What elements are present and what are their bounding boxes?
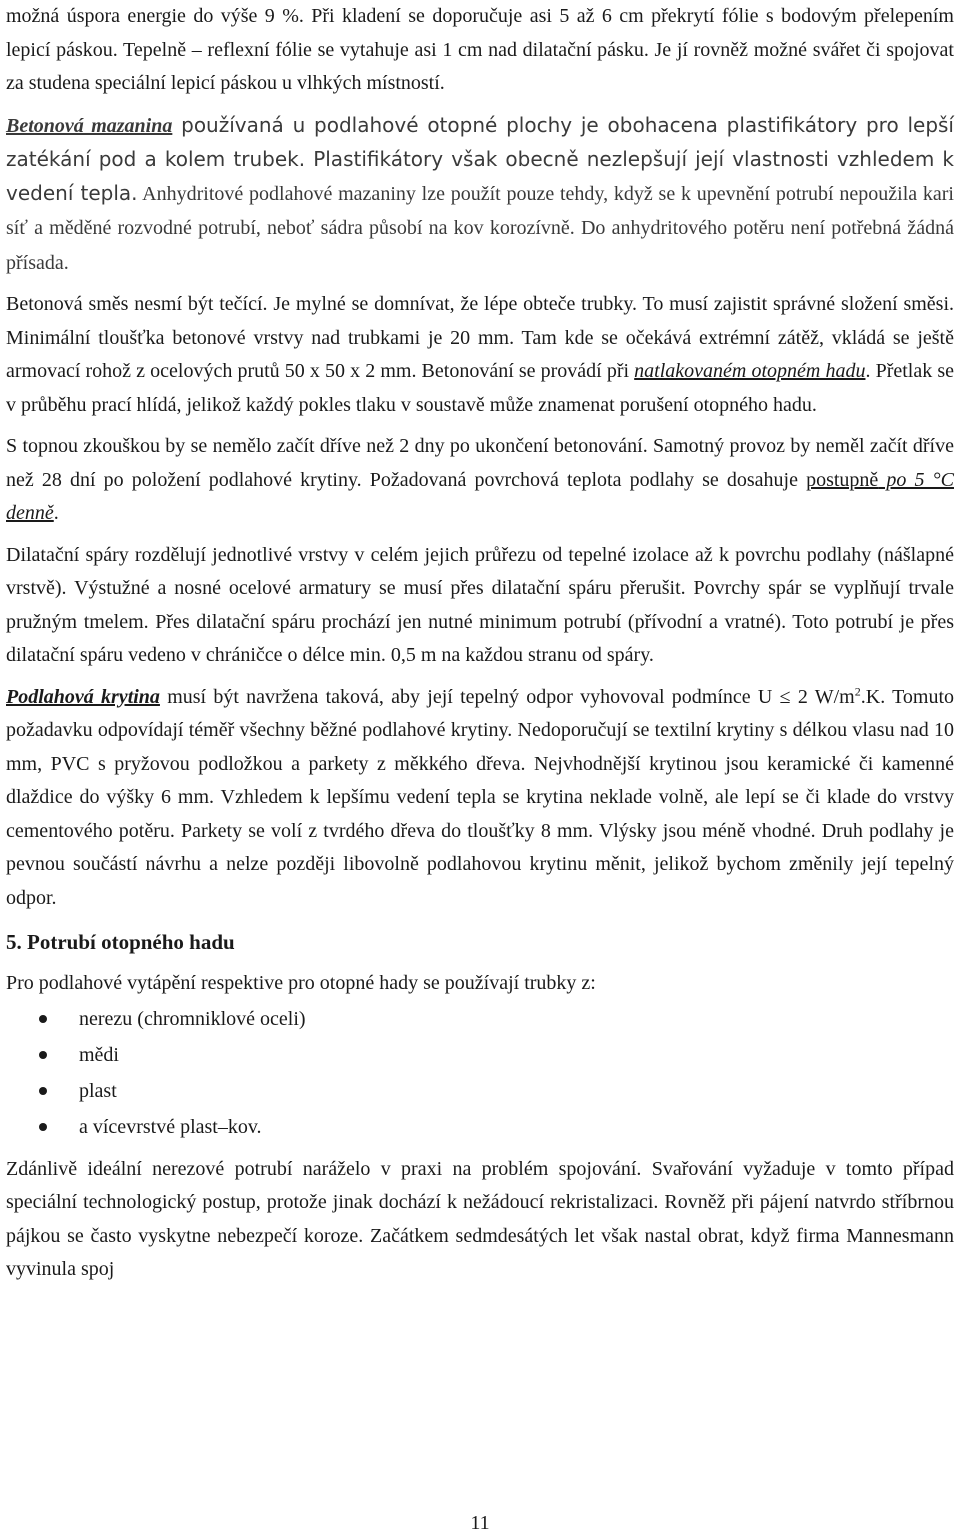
list-item: mědi (6, 1037, 954, 1073)
paragraph-concrete-mix-text-c: . Přetlak se v průběhu prací hlídá, jelikož každý pokles tlaku v soustavě může znamenat porušení otopného hadu. (6, 360, 954, 416)
paragraph-expansion-joints: Dilatační spáry rozdělují jednotlivé vrstvy v celém jejich průřezu od tepelné izolace až k povrchu podlahy (nášlapné vrstvě). Výstužné a nosné ocelové armatury se musí přes dilatační spáru přerušit. Povrchy spár se vyplňují trvale pružným tmelem. Přes dilatační spáru prochází jen nutné minimum potrubí (přívodní a vratné). Toto potrubí je přes dilatační spáru vedeno v chráničce o délce min. 0,5 m na každou stranu od spáry. (6, 543, 954, 666)
paragraph-heating-test (6, 430, 954, 531)
paragraph-concrete-mix-text-b: Je mylné se domnívat, že lépe obteče trubky. To musí zajistit správné složení směsi. Minimální tloušťka betonové vrstvy nad trubkami je 20 mm. Tam kde se očekává extrémní zátěž, vkládá se ještě armovací rohož z ocelových prutů 50 x 50 x 2 mm. Betonování se provádí při (6, 293, 955, 382)
list-item: a vícevrstvé plast–kov. (6, 1109, 954, 1145)
paragraph-concrete-screed-text-a: používaná u podlahové otopné plochy je obohacena plastifikátory pro lepší zatékání pod a kolem trubek. Plastifikátory však obecně nezlepšují její vlastnosti vzhledem k vedení tepla. (6, 112, 954, 205)
list-item: plast (6, 1073, 954, 1109)
paragraph-heating-test-text-b: . (53, 502, 59, 524)
underlined-gradually: postupně (806, 468, 879, 491)
paragraph-floor-covering-text-b: .K. Tomuto požadavku odpovídají téměř všechny běžné podlahové krytiny. Nedoporučují se textilní krytiny s délkou vlasu nad 10 mm, PVC s pryžovou podložkou a parkety z měkkého dřeva. Nejvhodnější krytinou jsou keramické či kamenné dlaždice do výšky 6 mm. Vzhledem k lepšímu vedení tepla se krytina neklade volně, ale lepí se či klade do vrstvy cementového potěru. Parkety se volí z tvrdého dřeva do tloušťky 8 mm. Vlýsky jsou méně vhodné. Druh podlahy je pevnou součástí návrhu a nelze později libovolně podlahovou krytinu měnit, jelikož bychom změnily její tepelný odpor. (6, 685, 955, 909)
section-heading: 5. Potrubí otopného hadu (6, 930, 235, 954)
bullet-icon (39, 1051, 47, 1059)
paragraph-floor-covering (6, 681, 954, 916)
term-betonova-mazanina: Betonová mazanina (6, 114, 173, 137)
paragraph-heating-test-text-a: S topnou zkouškou by se nemělo začít dříve než 2 dny po ukončení betonování. Samotný provoz by neměl začít dříve než 28 dní po položení podlahové krytiny. Požadovaná povrchová teplota podlahy se dosahuje (6, 435, 954, 491)
list-item: nerezu (chromniklové oceli) (6, 1001, 954, 1037)
paragraph-floor-covering-text-a: musí být navržena taková, aby její tepelný odpor vyhovoval podmínce U ≤ 2 W/m (159, 685, 855, 708)
document-page (6, 0, 954, 1287)
paragraph-concrete-mix-text-a: Betonová směs nesmí být tečící. (6, 293, 268, 315)
bullet-icon (39, 1015, 47, 1023)
bullet-icon (39, 1123, 47, 1131)
pipe-material-list (6, 1001, 954, 1145)
underlined-pressurized-loop: natlakovaném otopném hadu (634, 360, 866, 382)
paragraph-stainless-pipes: Zdánlivě ideální nerezové potrubí naráželo v praxi na problém spojování. Svařování vyžaduje v tomto případ speciální technologický postup, protože jinak dochází k nežádoucí rekristalizaci. Rovněž při pájení natvrdo stříbrnou pájkou se často vyskytne nebezpečí koroze. Začátkem sedmdesátých let však nastal obrat, když firma Mannesmann vyvinula spoj (6, 1157, 954, 1280)
term-podlahova-krytina: Podlahová krytina (6, 685, 160, 708)
page-number: 11 (470, 1512, 490, 1534)
section-intro: Pro podlahové vytápění respektive pro otopné hady se používají trubky z: (6, 972, 596, 994)
paragraph-concrete-mix (6, 288, 954, 422)
bullet-icon (39, 1087, 47, 1095)
paragraph-concrete-screed-text-b: Anhydritové podlahové mazaniny lze použít pouze tehdy, když se k upevnění potrubí nepoužila kari síť a měděné rozvodné potrubí, neboť sádra působí na kov korozívně. Do anhydritového potěru není potřebná žádná přísada. (6, 182, 954, 274)
paragraph-concrete-screed (6, 109, 954, 281)
underlined-per-day: po 5 °C denně (6, 468, 954, 524)
paragraph-vapor-foil: možná úspora energie do výše 9 %. Při kladení se doporučuje asi 5 až 6 cm překrytí fólie s bodovým přelepením lepicí páskou. Tepelně – reflexní fólie se vytahuje asi 1 cm nad dilatační pásku. Je jí rovněž možné svářet či spojovat za studena speciální lepicí páskou u vlhkých místností. (6, 5, 954, 94)
superscript-two: 2 (854, 683, 861, 698)
